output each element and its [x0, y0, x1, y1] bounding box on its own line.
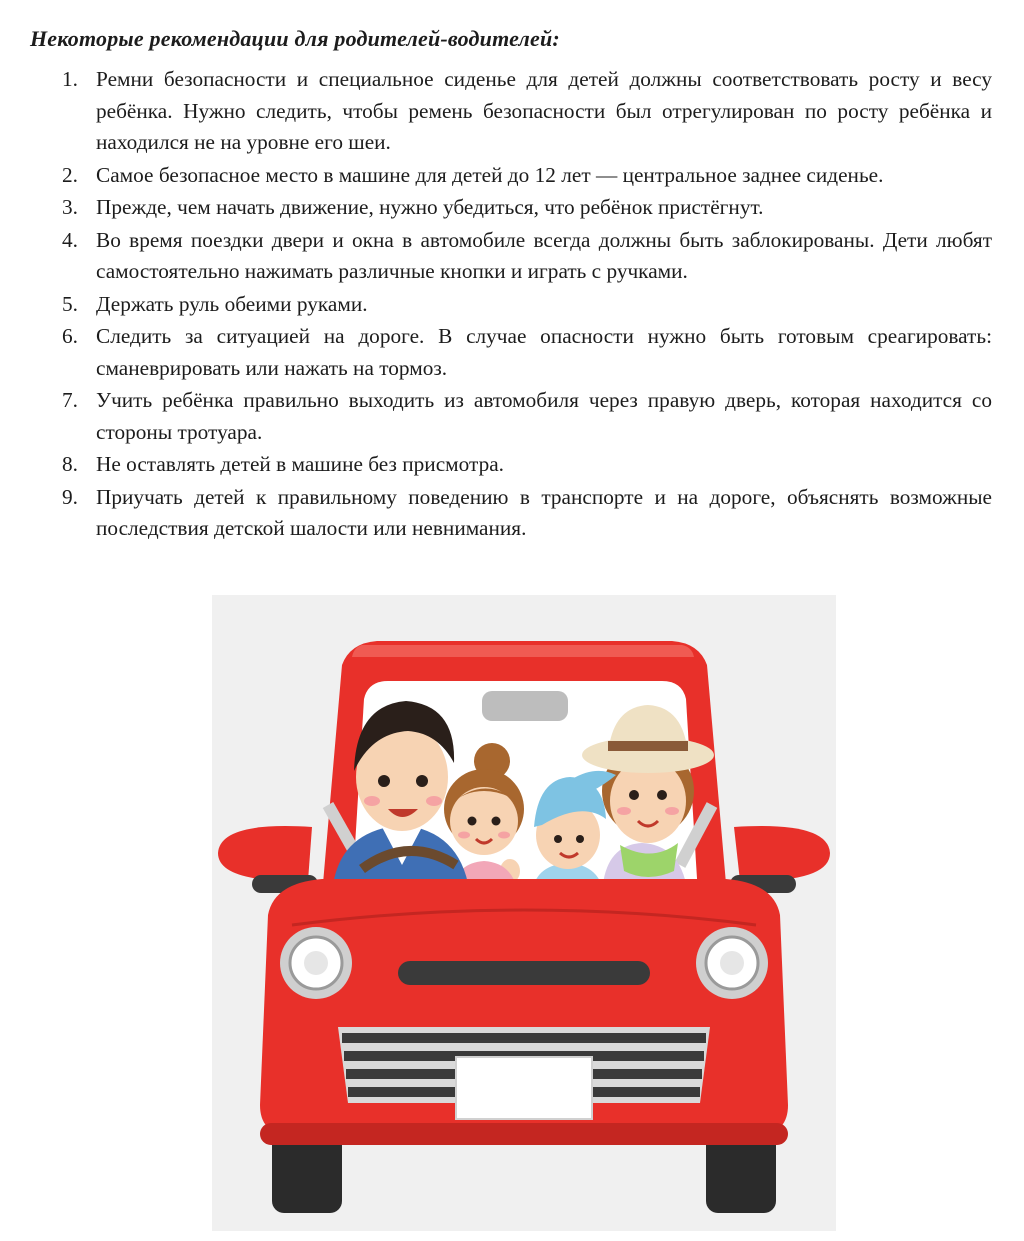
item-text: Держать руль обеими руками. — [96, 291, 368, 316]
list-item — [60, 482, 992, 545]
license-plate — [456, 1057, 592, 1119]
document-heading: Некоторые рекомендации для родителей-водителей: — [30, 26, 560, 51]
car-roof-highlight — [352, 645, 694, 657]
item-number: 6. — [62, 324, 78, 348]
item-number: 7. — [62, 388, 78, 412]
item-number: 2. — [62, 162, 78, 187]
item-text: Приучать детей к правильному поведению в транспорте и на дороге, объяснять возможные последствия детской шалости или невнимания. — [96, 484, 992, 540]
bumper — [260, 1123, 788, 1145]
item-number: 9. — [62, 484, 78, 509]
item-text: Самое безопасное место в машине для детей до 12 лет — центральное заднее сиденье. — [96, 162, 884, 187]
list-item — [60, 321, 992, 384]
list-item — [60, 225, 992, 288]
item-text: Во время поездки двери и окна в автомобиле всегда должны быть заблокированы. Дети любят самостоятельно нажимать различные кнопки и играть с ручками. — [96, 227, 992, 283]
right-headlight — [696, 927, 768, 999]
item-text: Ремни безопасности и специальное сиденье для детей должны соответствовать росту и весу ребёнка. Нужно следить, чтобы ремень безопасности был отрегулирован по росту ребёнка и находился не на уровне его шеи. — [96, 67, 992, 154]
left-headlight — [280, 927, 352, 999]
upper-grille — [398, 961, 650, 985]
list-item — [60, 64, 992, 159]
item-number: 3. — [62, 195, 78, 219]
list-item — [60, 449, 992, 481]
item-text: Не оставлять детей в машине без присмотра. — [96, 452, 504, 476]
list-item — [60, 289, 992, 321]
item-number: 4. — [62, 227, 78, 252]
family-car-illustration — [212, 595, 836, 1231]
car-illustration-svg — [212, 595, 836, 1231]
item-number: 1. — [62, 67, 78, 91]
list-item — [60, 192, 992, 224]
list-item — [60, 385, 992, 448]
item-text: Прежде, чем начать движение, нужно убедиться, что ребёнок пристёгнут. — [96, 195, 764, 219]
recommendations-list — [60, 64, 992, 546]
item-number: 5. — [62, 291, 78, 316]
item-number: 8. — [62, 452, 78, 476]
item-text: Следить за ситуацией на дороге. В случае опасности нужно быть готовым среагировать: сманеврировать или нажать на тормоз. — [96, 324, 992, 380]
rearview-mirror — [482, 691, 568, 721]
list-item — [60, 160, 992, 192]
item-text: Учить ребёнка правильно выходить из автомобиля через правую дверь, которая находится со стороны тротуара. — [96, 388, 992, 444]
